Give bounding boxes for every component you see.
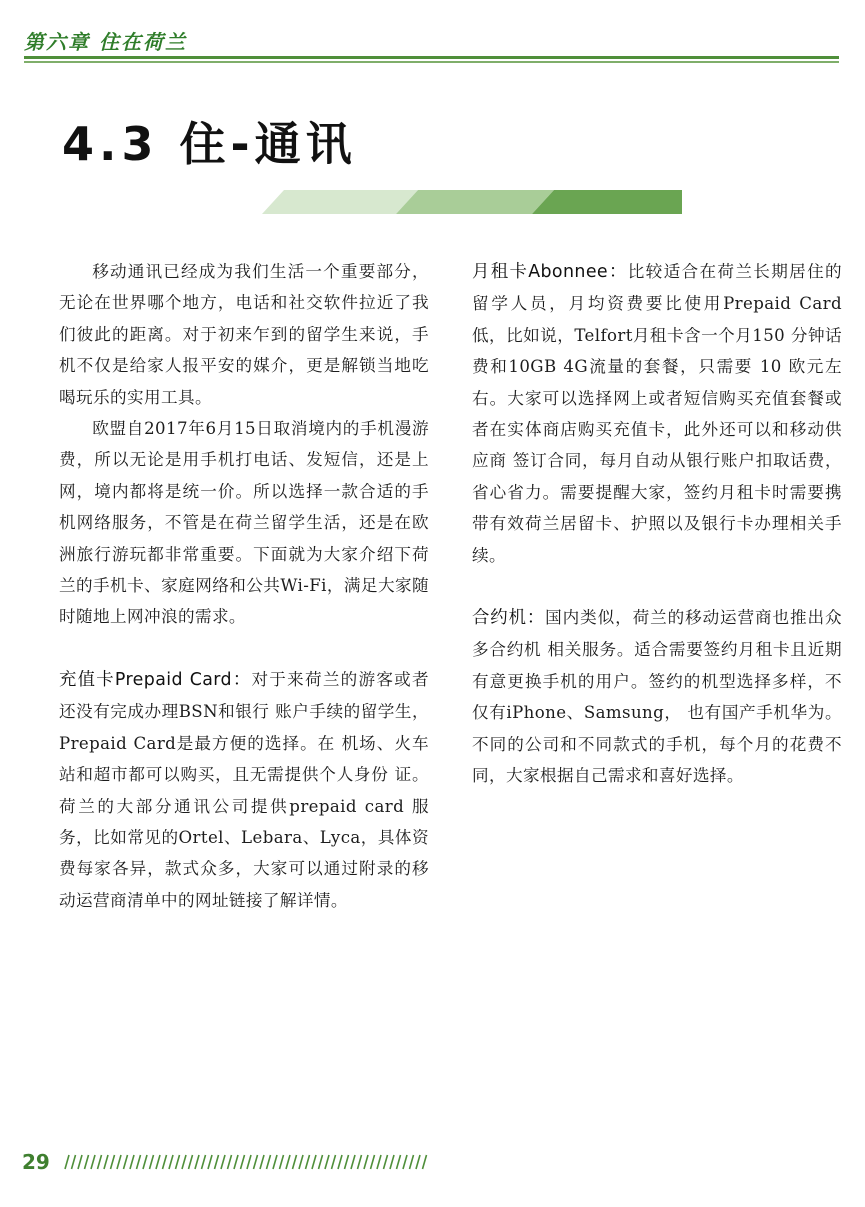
- footer-slash: [377, 1155, 381, 1169]
- footer-slash: [234, 1155, 238, 1169]
- footer-slash: [299, 1155, 303, 1169]
- footer-slash: [208, 1155, 212, 1169]
- header-rule-top: [24, 56, 839, 59]
- footer-slash: [137, 1155, 141, 1169]
- footer-slash: [143, 1155, 147, 1169]
- footer-slash: [176, 1155, 180, 1169]
- footer-slash: [286, 1155, 290, 1169]
- footer-slash: [273, 1155, 277, 1169]
- section-title: 4.3 住-通讯: [62, 117, 357, 171]
- footer-slash: [390, 1155, 394, 1169]
- footer-slash: [228, 1155, 232, 1169]
- footer-slash: [345, 1155, 349, 1169]
- footer-slash: [403, 1155, 407, 1169]
- footer-slash: [182, 1155, 186, 1169]
- footer-slash: [91, 1155, 95, 1169]
- footer-slash-decoration: [64, 1154, 430, 1170]
- abonnee-paragraph: [472, 256, 842, 571]
- footer-slash: [325, 1155, 329, 1169]
- footer-slash: [98, 1155, 102, 1169]
- footer-slash: [104, 1155, 108, 1169]
- footer-slash: [416, 1155, 420, 1169]
- footer-slash: [111, 1155, 115, 1169]
- footer-slash: [384, 1155, 388, 1169]
- prepaid-card-term: 充值卡Prepaid Card：: [59, 669, 252, 690]
- contract-phone-term: 合约机：: [472, 608, 546, 629]
- prepaid-card-text: 对于来荷兰的游客或者还没有完成办理BSN和银行 账户手续的留学生，Prepaid Card是最方便的选择。在 机场、火车站和超市都可以购买，且无需提供个人身份 证。荷兰的大部分通讯公司提供prepaid card 服务，比如常见的Ortel、Lebara、Lyca，具体资费每家各异，款式众多，大家可以通过附录的移动运营商清单中的网址链接了解详情。: [59, 669, 430, 910]
- footer-slash: [215, 1155, 219, 1169]
- banner-stripe-2: [396, 190, 554, 214]
- footer-slash: [319, 1155, 323, 1169]
- footer-slash: [202, 1155, 206, 1169]
- footer-slash: [371, 1155, 375, 1169]
- footer-slash: [423, 1155, 427, 1169]
- footer-slash: [280, 1155, 284, 1169]
- footer-slash: [130, 1155, 134, 1169]
- contract-phone-text: 国内类似，荷兰的移动运营商也推出众多合约机 相关服务。适合需要签约月租卡且近期有意更换手机的用户。签约的机型选择多样，不仅有iPhone、Samsung， 也有国产手机华为。不同的公司和不同款式的手机，每个月的花费不同，大家根据自己需求和喜好选择。: [472, 608, 842, 786]
- footer-slash: [124, 1155, 128, 1169]
- abonnee-term: 月租卡Abonnee：: [472, 262, 628, 282]
- footer-slash: [85, 1155, 89, 1169]
- footer-slash: [260, 1155, 264, 1169]
- footer-slash: [410, 1155, 414, 1169]
- footer-slash: [169, 1155, 173, 1169]
- title-stripe-banner: [262, 190, 682, 214]
- footer-slash: [241, 1155, 245, 1169]
- header-rule-bottom: [24, 61, 839, 63]
- abonnee-text: 比较适合在荷兰长期居住的留学人员，月均资费要比使用Prepaid Card低，比如说，Telfort月租卡含一个月150 分钟话费和10GB 4G流量的套餐，只需要 10 欧元左右。大家可以选择网上或者短信购买充值套餐或者在实体商店购买充值卡，此外还可以和移动供应商 签订合同，每月自动从银行账户扣取话费，省心省力。需要提醒大家，签约月租卡时需要携带有效荷兰居留卡、护照以及银行卡办理相关手续。: [472, 262, 842, 565]
- footer-slash: [332, 1155, 336, 1169]
- footer-slash: [150, 1155, 154, 1169]
- footer-slash: [306, 1155, 310, 1169]
- roaming-paragraph: 欧盟自2017年6月15日取消境内的手机漫游费，所以无论是用手机打电话、发短信，还是上网，境内都将是统一价。所以选择一款合适的手机网络服务，不管是在荷兰留学生活，还是在欧洲旅行游玩都非常重要。下面就为大家介绍下荷兰的手机卡、家庭网络和公共Wi-Fi，满足大家随时随地上网冲浪的需求。: [59, 419, 429, 627]
- chapter-header: 第六章 住在荷兰: [24, 30, 187, 54]
- footer-slash: [117, 1155, 121, 1169]
- footer-slash: [358, 1155, 362, 1169]
- footer-slash: [78, 1155, 82, 1169]
- footer-slash: [247, 1155, 251, 1169]
- left-column: [59, 256, 429, 916]
- footer-slash: [163, 1155, 167, 1169]
- footer-slash: [267, 1155, 271, 1169]
- footer-slash: [293, 1155, 297, 1169]
- page-number: 29: [22, 1150, 50, 1174]
- footer-slash: [65, 1155, 69, 1169]
- footer-slash: [254, 1155, 258, 1169]
- footer-slash: [351, 1155, 355, 1169]
- footer-slash: [189, 1155, 193, 1169]
- footer-slash: [397, 1155, 401, 1169]
- contract-phone-paragraph: [472, 602, 842, 791]
- footer-slash: [156, 1155, 160, 1169]
- banner-stripe-1: [262, 190, 418, 214]
- footer-slash: [221, 1155, 225, 1169]
- footer-slash: [312, 1155, 316, 1169]
- prepaid-card-paragraph: [59, 664, 429, 916]
- right-column: [472, 256, 842, 792]
- banner-stripe-3: [532, 190, 682, 214]
- footer-slash: [338, 1155, 342, 1169]
- footer-slash: [72, 1155, 76, 1169]
- intro-paragraph: 移动通讯已经成为我们生活一个重要部分，无论在世界哪个地方，电话和社交软件拉近了我们彼此的距离。对于初来乍到的留学生来说，手机不仅是给家人报平安的媒介，更是解锁当地吃喝玩乐的实用工具。: [59, 262, 429, 407]
- footer-slash: [364, 1155, 368, 1169]
- footer-slash: [195, 1155, 199, 1169]
